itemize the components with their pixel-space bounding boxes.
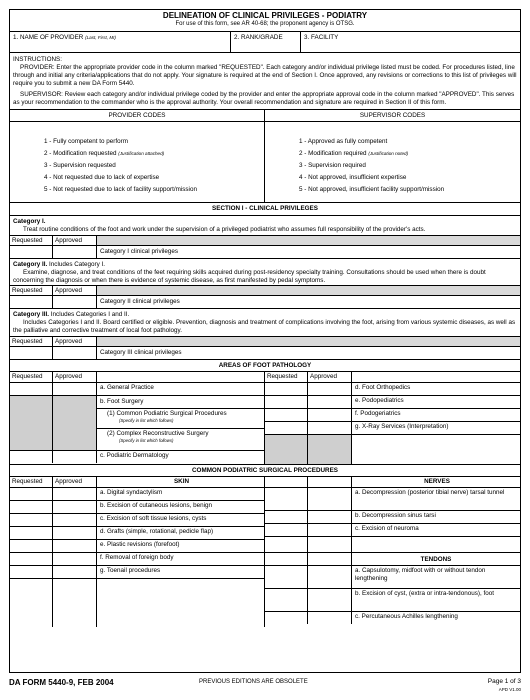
areas-right <box>265 372 520 464</box>
rank-grade-label: 2. RANK/GRADE <box>234 34 283 41</box>
category-2-title: Category II. <box>13 260 48 268</box>
provider-name-hint: (Last, First, MI) <box>85 35 116 40</box>
approved-cell[interactable] <box>53 383 97 395</box>
approved-cell[interactable] <box>308 566 352 588</box>
category-2-row-label: Category II clinical privileges <box>100 298 180 306</box>
privileges-form <box>9 9 521 673</box>
procedure-item: a. Decompression (posterior tibial nerve) tarsal tunnel <box>265 488 520 511</box>
approved-cell[interactable] <box>308 422 352 434</box>
requested-cell[interactable] <box>10 514 53 526</box>
areas-grid <box>10 372 520 465</box>
common-procedures-title: COMMON PODIATRIC SURGICAL PROCEDURES <box>10 465 520 477</box>
provider-codes <box>10 110 265 202</box>
area-item: d. Foot Orthopedics <box>265 383 520 396</box>
approved-cell[interactable] <box>53 566 97 578</box>
supervisor-instructions: SUPERVISOR: Review each category and/or individual privilege coded by the provider and enter the appropriate approval code in the column marked "APPROVED". This serves as your recommendation to the commander who is the approval authority. Your overall recommendation and signature are required in Section II of this form. <box>13 91 515 107</box>
form-title: DELINEATION OF CLINICAL PRIVILEGES - PODIATRY <box>162 11 368 20</box>
areas-title: AREAS OF FOOT PATHOLOGY <box>10 360 520 372</box>
supervisor-code-item: 2 - Modification required (Justification noted) <box>299 150 409 158</box>
provider-code-item: 3 - Supervision requested <box>44 162 116 170</box>
approved-header: Approved <box>53 337 97 346</box>
approved-cell[interactable] <box>308 511 352 523</box>
approved-cell[interactable] <box>53 488 97 500</box>
approved-cell[interactable] <box>53 296 97 308</box>
category-2-includes: Includes Category I. <box>49 260 106 268</box>
form-header <box>10 10 520 32</box>
procedure-item: a. Digital syndactylism <box>10 488 264 501</box>
category-3-row-label: Category III clinical privileges <box>100 349 182 357</box>
procedure-item: b. Excision of cyst, (extra or intra-tendonous), foot <box>265 589 520 612</box>
provider-name-label: 1. NAME OF PROVIDER <box>13 34 84 41</box>
form-footer <box>9 677 521 697</box>
approved-cell[interactable] <box>53 540 97 552</box>
requested-cell[interactable] <box>265 396 308 408</box>
approved-cell[interactable] <box>53 347 97 359</box>
requested-cell[interactable] <box>265 589 308 611</box>
area-item: f. Podogeriatrics <box>265 409 520 422</box>
foot-surgery-sub-1: (1) Common Podiatric Surgical Procedures (Specify in list which follows) <box>97 409 264 429</box>
approved-cell[interactable] <box>308 396 352 408</box>
requested-header: Requested <box>10 236 53 245</box>
area-item-foot-surgery: b. Foot Surgery (1) Common Podiatric Surgical Procedures (Specify in list which follows) (2) Complex Reconstructive Surgery (Specify in list which follows) <box>10 396 264 451</box>
supervisor-code-item: 3 - Supervision required <box>299 162 366 170</box>
category-3-columns <box>10 336 520 347</box>
supervisor-code-item: 1 - Approved as fully competent <box>299 138 388 146</box>
approved-cell[interactable] <box>308 524 352 536</box>
category-1-title: Category I. <box>13 218 46 226</box>
approved-cell[interactable] <box>53 553 97 565</box>
instructions <box>10 53 520 110</box>
category-2 <box>10 259 520 286</box>
requested-cell[interactable] <box>265 409 308 421</box>
procedure-item: f. Removal of foreign body <box>10 553 264 566</box>
procedure-item: e. Plastic revisions (forefoot) <box>10 540 264 553</box>
category-2-columns <box>10 285 520 296</box>
procedure-item: g. Toenail procedures <box>10 566 264 579</box>
approved-header: Approved <box>53 477 97 487</box>
form-id: DA FORM 5440-9, FEB 2004 <box>9 678 114 687</box>
requested-cell[interactable] <box>10 488 53 500</box>
requested-header: Requested <box>265 372 308 382</box>
requested-cell[interactable] <box>10 540 53 552</box>
approved-header: Approved <box>53 286 97 295</box>
requested-cell[interactable] <box>10 246 53 258</box>
procedure-item: b. Decompression sinus tarsi <box>265 511 520 524</box>
procedure-item: d. Grafts (simple, rotational, pedicle flap) <box>10 527 264 540</box>
areas-left <box>10 372 265 464</box>
area-item: e. Podopediatrics <box>265 396 520 409</box>
approved-cell[interactable] <box>53 501 97 513</box>
approved-cell[interactable] <box>53 246 97 258</box>
nerves-tendons-column <box>265 477 520 627</box>
rank-grade-field[interactable] <box>231 32 301 52</box>
supervisor-code-item: 5 - Not approved, insufficient facility support/mission <box>299 186 445 194</box>
requested-cell[interactable] <box>10 553 53 565</box>
requested-cell[interactable] <box>265 422 308 434</box>
supervisor-code-item: 4 - Not approved, insufficient expertise <box>299 174 407 182</box>
approved-cell[interactable] <box>308 488 352 510</box>
category-2-desc: Examine, diagnose, and treat conditions of the feet requiring skills acquired during post-residency specialty training. Consultations should be used when there is doubt concerning the diagnosis or when there is evidence of systemic disease, as first manifested by pedal symptoms. <box>13 268 486 284</box>
approved-cell[interactable] <box>308 589 352 611</box>
page-number: Page 1 of 3 <box>487 678 521 685</box>
provider-name-field[interactable] <box>10 32 231 52</box>
skin-heading: SKIN <box>173 478 190 486</box>
requested-header: Requested <box>10 286 53 295</box>
provider-code-item: 2 - Modification requested (Justification attached) <box>44 150 165 158</box>
requested-cell[interactable] <box>265 524 308 536</box>
category-2-row <box>10 296 520 309</box>
procedure-item: c. Excision of neuroma <box>265 524 520 537</box>
supervisor-codes <box>265 110 520 202</box>
approved-header: Approved <box>308 372 352 382</box>
skin-column <box>10 477 265 627</box>
category-1-row <box>10 246 520 259</box>
requested-header: Requested <box>10 477 53 487</box>
procedure-item: b. Excision of cutaneous lesions, benign <box>10 501 264 514</box>
procedure-item: c. Percutaneous Achilles lengthening <box>265 612 520 624</box>
approved-header: Approved <box>53 372 97 382</box>
approved-header: Approved <box>53 236 97 245</box>
approved-cell[interactable] <box>53 451 97 463</box>
requested-cell[interactable] <box>10 383 53 395</box>
requested-cell[interactable] <box>265 488 308 510</box>
category-1-columns <box>10 235 520 246</box>
nerves-heading: NERVES <box>424 478 450 486</box>
approved-cell[interactable] <box>308 409 352 421</box>
category-1-desc: Treat routine conditions of the foot and work under the supervision of a privileged podiatrist who assumes full responsibility of the provider's acts. <box>23 226 426 234</box>
provider-info-row <box>10 32 520 53</box>
tendons-heading: TENDONS <box>420 556 452 564</box>
category-3-includes: Includes Categories I and II. <box>50 311 130 319</box>
approved-cell[interactable] <box>308 612 352 624</box>
requested-cell[interactable] <box>10 451 53 463</box>
provider-code-item: 4 - Not requested due to lack of expertise <box>44 174 160 182</box>
facility-field[interactable] <box>301 32 520 52</box>
requested-cell[interactable] <box>265 566 308 588</box>
section1-title: SECTION I - CLINICAL PRIVILEGES <box>10 203 520 216</box>
requested-cell[interactable] <box>10 501 53 513</box>
area-item: g. X-Ray Services (Interpretation) <box>265 422 520 435</box>
category-3-desc: Includes Categories I and II. Board certified or eligible. Prevention, diagnosis and treatment of complications involving the foot, arising from various systemic diseases, as well as the palliative and corrective treatment of local foot pathology. <box>13 319 516 335</box>
category-3 <box>10 309 520 336</box>
approved-cell[interactable] <box>53 514 97 526</box>
category-1-row-label: Category I clinical privileges <box>100 247 179 255</box>
provider-code-item: 1 - Fully competent to perform <box>44 138 128 146</box>
area-item: c. Podiatric Dermatology <box>10 451 264 463</box>
requested-cell[interactable] <box>10 296 53 308</box>
requested-header: Requested <box>10 372 53 382</box>
procedure-item: c. Excision of soft tissue lesions, cysts <box>10 514 264 527</box>
codes-table <box>10 110 520 203</box>
obsolete-notice: PREVIOUS EDITIONS ARE OBSOLETE <box>199 679 308 685</box>
instructions-heading: INSTRUCTIONS: <box>13 56 62 63</box>
common-procedures-grid <box>10 477 520 627</box>
requested-cell[interactable] <box>10 566 53 578</box>
approved-cell[interactable] <box>308 383 352 395</box>
requested-cell[interactable] <box>265 511 308 523</box>
requested-cell[interactable] <box>265 383 308 395</box>
version-label: APD V1.00 <box>498 687 521 692</box>
requested-cell[interactable] <box>265 612 308 624</box>
requested-cell[interactable] <box>10 527 53 539</box>
category-3-row <box>10 347 520 360</box>
requested-header: Requested <box>10 337 53 346</box>
foot-surgery-sub-2: (2) Complex Reconstructive Surgery (Specify in list which follows) <box>107 430 209 443</box>
supervisor-codes-heading: SUPERVISOR CODES <box>265 110 520 122</box>
facility-label: 3. FACILITY <box>304 34 339 41</box>
provider-codes-heading: PROVIDER CODES <box>10 110 264 122</box>
provider-code-item: 5 - Not requested due to lack of facility support/mission <box>44 186 197 194</box>
provider-instructions: PROVIDER: Enter the appropriate provider code in the column marked "REQUESTED". Each category and/or individual privilege listed must be coded. For procedures listed, line through and initial any criteria/applications that do not apply. Your signature is required at the end of Section I. Once approved, any revisions or corrections to this list of privileges will require you to submit a new DA Form 5440. <box>13 63 517 87</box>
procedure-item: a. Capsulotomy, midfoot with or without tendon lengthening <box>265 566 520 589</box>
form-subtitle: For use of this form, see AR 40-68; the proponent agency is OTSG. <box>175 21 355 27</box>
category-1 <box>10 216 520 235</box>
requested-cell[interactable] <box>10 347 53 359</box>
category-3-title: Category III. <box>13 311 50 319</box>
area-item: a. General Practice <box>10 383 264 396</box>
approved-cell[interactable] <box>53 527 97 539</box>
